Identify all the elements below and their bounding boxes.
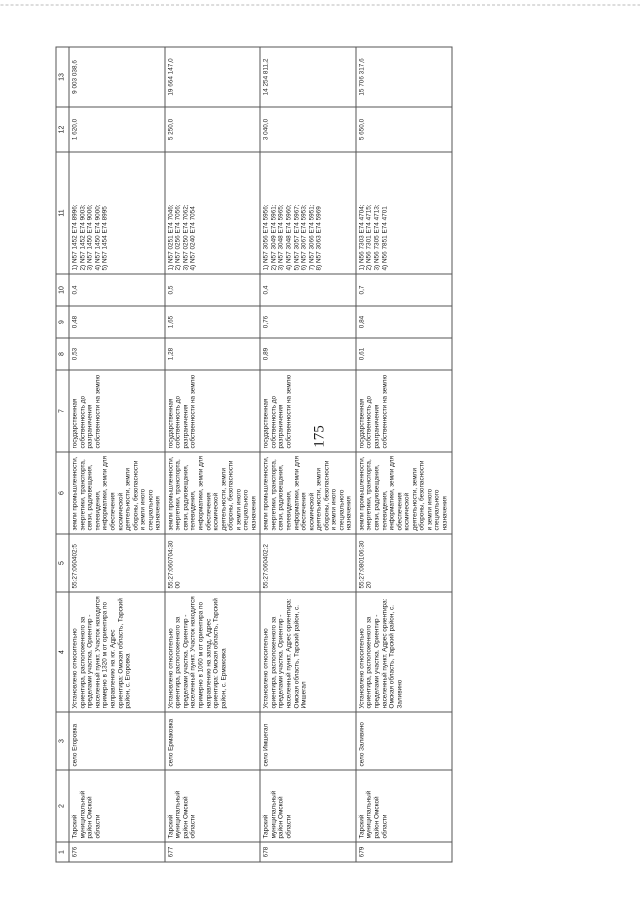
value-col10-cell: 0,4 <box>260 274 356 306</box>
settlement-cell: село Егоровка <box>69 712 165 770</box>
column-number-header: 9 <box>56 306 69 338</box>
column-number-header: 12 <box>56 107 69 152</box>
table-row <box>69 47 165 862</box>
municipal-district-cell: Тарский муниципальный район Омской области <box>69 770 165 842</box>
coordinates-cell <box>260 152 356 274</box>
coordinate-point: 1) N57 0251 E74 7046; <box>167 204 175 271</box>
coordinate-point: 3) N57 0250 E74 7062; <box>182 204 190 271</box>
area-cell: 5 250,0 <box>165 107 261 152</box>
municipal-district-cell: Тарский муниципальный район Омской области <box>165 770 261 842</box>
column-number-header: 11 <box>56 152 69 274</box>
coordinate-point: 7) N57 3066 E74 5951; <box>308 204 316 271</box>
coordinate-point: 3) N57 1450 E74 9006; <box>86 204 94 271</box>
coordinates-cell <box>356 152 452 274</box>
settlement-cell: село Заливино <box>356 712 452 770</box>
settlement-cell: село Ермаковка <box>165 712 261 770</box>
cadastral-number-cell: 55:27:060402:5 <box>69 534 165 592</box>
coordinates-cell <box>69 152 165 274</box>
coordinate-point: 1) N57 1452 E74 8996; <box>71 204 79 271</box>
table-body <box>69 47 451 862</box>
coordinate-point: 5) N57 1454 E74 8995 <box>101 206 109 271</box>
ownership-form-cell: государственная собственность до разграничения собственности на землю <box>165 370 261 452</box>
coordinate-point: 4) N56 7851 E74 4701 <box>381 206 389 271</box>
coordinate-point: 2) N56 7301 E74 4715; <box>365 204 373 271</box>
coordinate-point: 4) N57 0240 E74 7054 <box>189 206 197 271</box>
municipal-district-cell: Тарский муниципальный район Омской области <box>356 770 452 842</box>
coordinate-point: 6) N57 3067 E74 5953; <box>300 204 308 271</box>
table-row <box>356 47 452 862</box>
coordinate-point: 4) N57 3048 E74 5960; <box>285 204 293 271</box>
ownership-form-cell: государственная собственность до разграничения собственности на землю <box>260 370 356 452</box>
coordinate-point: 1) N57 3056 E74 5956; <box>262 204 270 271</box>
value-col8-cell: 0,89 <box>260 338 356 370</box>
column-number-header: 7 <box>56 370 69 452</box>
coordinate-point: 2) N57 3049 E74 5961; <box>270 204 278 271</box>
cadastral-number-cell: 55:27:060704:3000 <box>165 534 261 592</box>
coordinate-point: 4) N57 1450 E74 9000; <box>94 204 102 271</box>
land-category-cell: земли промышленности, энергетики, транспорта, связи, радиовещания, телевидения, информатики, земли для обеспечения космической деятельности, земли обороны, безопасности и земли иного специального назначения <box>69 452 165 534</box>
rotated-page <box>1 0 640 905</box>
cadastral-value-cell: 19 664 147,0 <box>165 47 261 107</box>
coordinate-point: 3) N57 3048 E74 5965; <box>277 204 285 271</box>
coordinate-point: 5) N57 3057 E74 5967; <box>293 204 301 271</box>
coordinate-point: 2) N57 0256 E74 7056; <box>174 204 182 271</box>
value-col10-cell: 0,7 <box>356 274 452 306</box>
column-number-header: 10 <box>56 274 69 306</box>
value-col9-cell: 1,65 <box>165 306 261 338</box>
cadastral-value-cell: 15 706 317,6 <box>356 47 452 107</box>
value-col8-cell: 1,28 <box>165 338 261 370</box>
column-number-header: 1 <box>56 842 69 862</box>
coordinates-cell <box>165 152 261 274</box>
coordinate-point: 8) N57 3063 E74 5969 <box>315 206 323 271</box>
land-category-cell: земли промышленности, энергетики, транспорта, связи, радиовещания, телевидения, информатики, земли для обеспечения космической деятельности, земли обороны, безопасности и земли иного специального назначения <box>260 452 356 534</box>
value-col9-cell: 0,76 <box>260 306 356 338</box>
column-number-row <box>56 47 69 862</box>
area-cell: 3 040,0 <box>260 107 356 152</box>
ownership-form-cell: государственная собственность до разграничения собственности на землю <box>356 370 452 452</box>
row-number-cell: 676 <box>69 842 165 862</box>
value-col10-cell: 0,5 <box>165 274 261 306</box>
column-number-header: 8 <box>56 338 69 370</box>
area-cell: 1 620,0 <box>69 107 165 152</box>
column-number-header: 3 <box>56 712 69 770</box>
value-col9-cell: 0,48 <box>69 306 165 338</box>
table-row <box>165 47 261 862</box>
location-description-cell: Установлено относительно ориентира, расположенного за пределами участка. Ориентир - населенный пункт. Адрес ориентира: Омская область, Тарский район, с. Имшегал <box>260 592 356 712</box>
land-plots-table <box>56 47 453 863</box>
coordinate-point: 1) N56 7303 E74 4704; <box>358 204 366 271</box>
coordinate-point: 2) N57 1452 E74 9003; <box>79 204 87 271</box>
row-number-cell: 678 <box>260 842 356 862</box>
table-row <box>260 47 356 862</box>
column-number-header: 4 <box>56 592 69 712</box>
cadastral-number-cell: 55:27:060402:2 <box>260 534 356 592</box>
row-number-cell: 679 <box>356 842 452 862</box>
cadastral-number-cell: 55:27:080106:3020 <box>356 534 452 592</box>
column-number-header: 2 <box>56 770 69 842</box>
column-number-header: 5 <box>56 534 69 592</box>
value-col10-cell: 0,4 <box>69 274 165 306</box>
settlement-cell: село Имшегал <box>260 712 356 770</box>
ownership-form-cell: государственная собственность до разграничения собственности на землю <box>69 370 165 452</box>
row-number-cell: 677 <box>165 842 261 862</box>
value-col8-cell: 0,53 <box>69 338 165 370</box>
cadastral-value-cell: 14 254 811,2 <box>260 47 356 107</box>
value-col8-cell: 0,61 <box>356 338 452 370</box>
land-category-cell: земли промышленности, энергетики, транспорта, связи, радиовещания, телевидения, информатики, земли для обеспечения космической деятельности, земли обороны, безопасности и земли иного специального назначения <box>165 452 261 534</box>
land-category-cell: земли промышленности, энергетики, транспорта, связи, радиовещания, телевидения, информатики, земли для обеспечения космической деятельности, земли обороны, безопасности и земли иного специального назначения <box>356 452 452 534</box>
location-description-cell: Установлено относительно ориентира, расположенного за пределами участка. Ориентир - населенный пункт. Адрес ориентира: Омская область, Тарский район, с. Заливино <box>356 592 452 712</box>
location-description-cell: Установлено относительно ориентира, расположенного за пределами участка. Ориентир - населенный пункт. Участок находится примерно в 1320 м от ориентира по направлению на юг. Адрес ориентира: Омская область, Тарский район, с. Егоровка <box>69 592 165 712</box>
cadastral-value-cell: 9 003 038,6 <box>69 47 165 107</box>
coordinate-point: 3) N56 7305 E74 4713; <box>373 204 381 271</box>
location-description-cell: Установлено относительно ориентира, расположенного за пределами участка. Ориентир - населенный пункт. Участок находится примерно в 1060 м от ориентира по направлению на запад. Адрес ориентира: Омская область, Тарский район, с. Ермаковка <box>165 592 261 712</box>
scan-edge-line <box>1 5 640 7</box>
page-number: 175 <box>311 425 328 448</box>
value-col9-cell: 0,84 <box>356 306 452 338</box>
column-number-header: 6 <box>56 452 69 534</box>
column-number-header: 13 <box>56 47 69 107</box>
area-cell: 5 650,0 <box>356 107 452 152</box>
municipal-district-cell: Тарский муниципальный район Омской области <box>260 770 356 842</box>
